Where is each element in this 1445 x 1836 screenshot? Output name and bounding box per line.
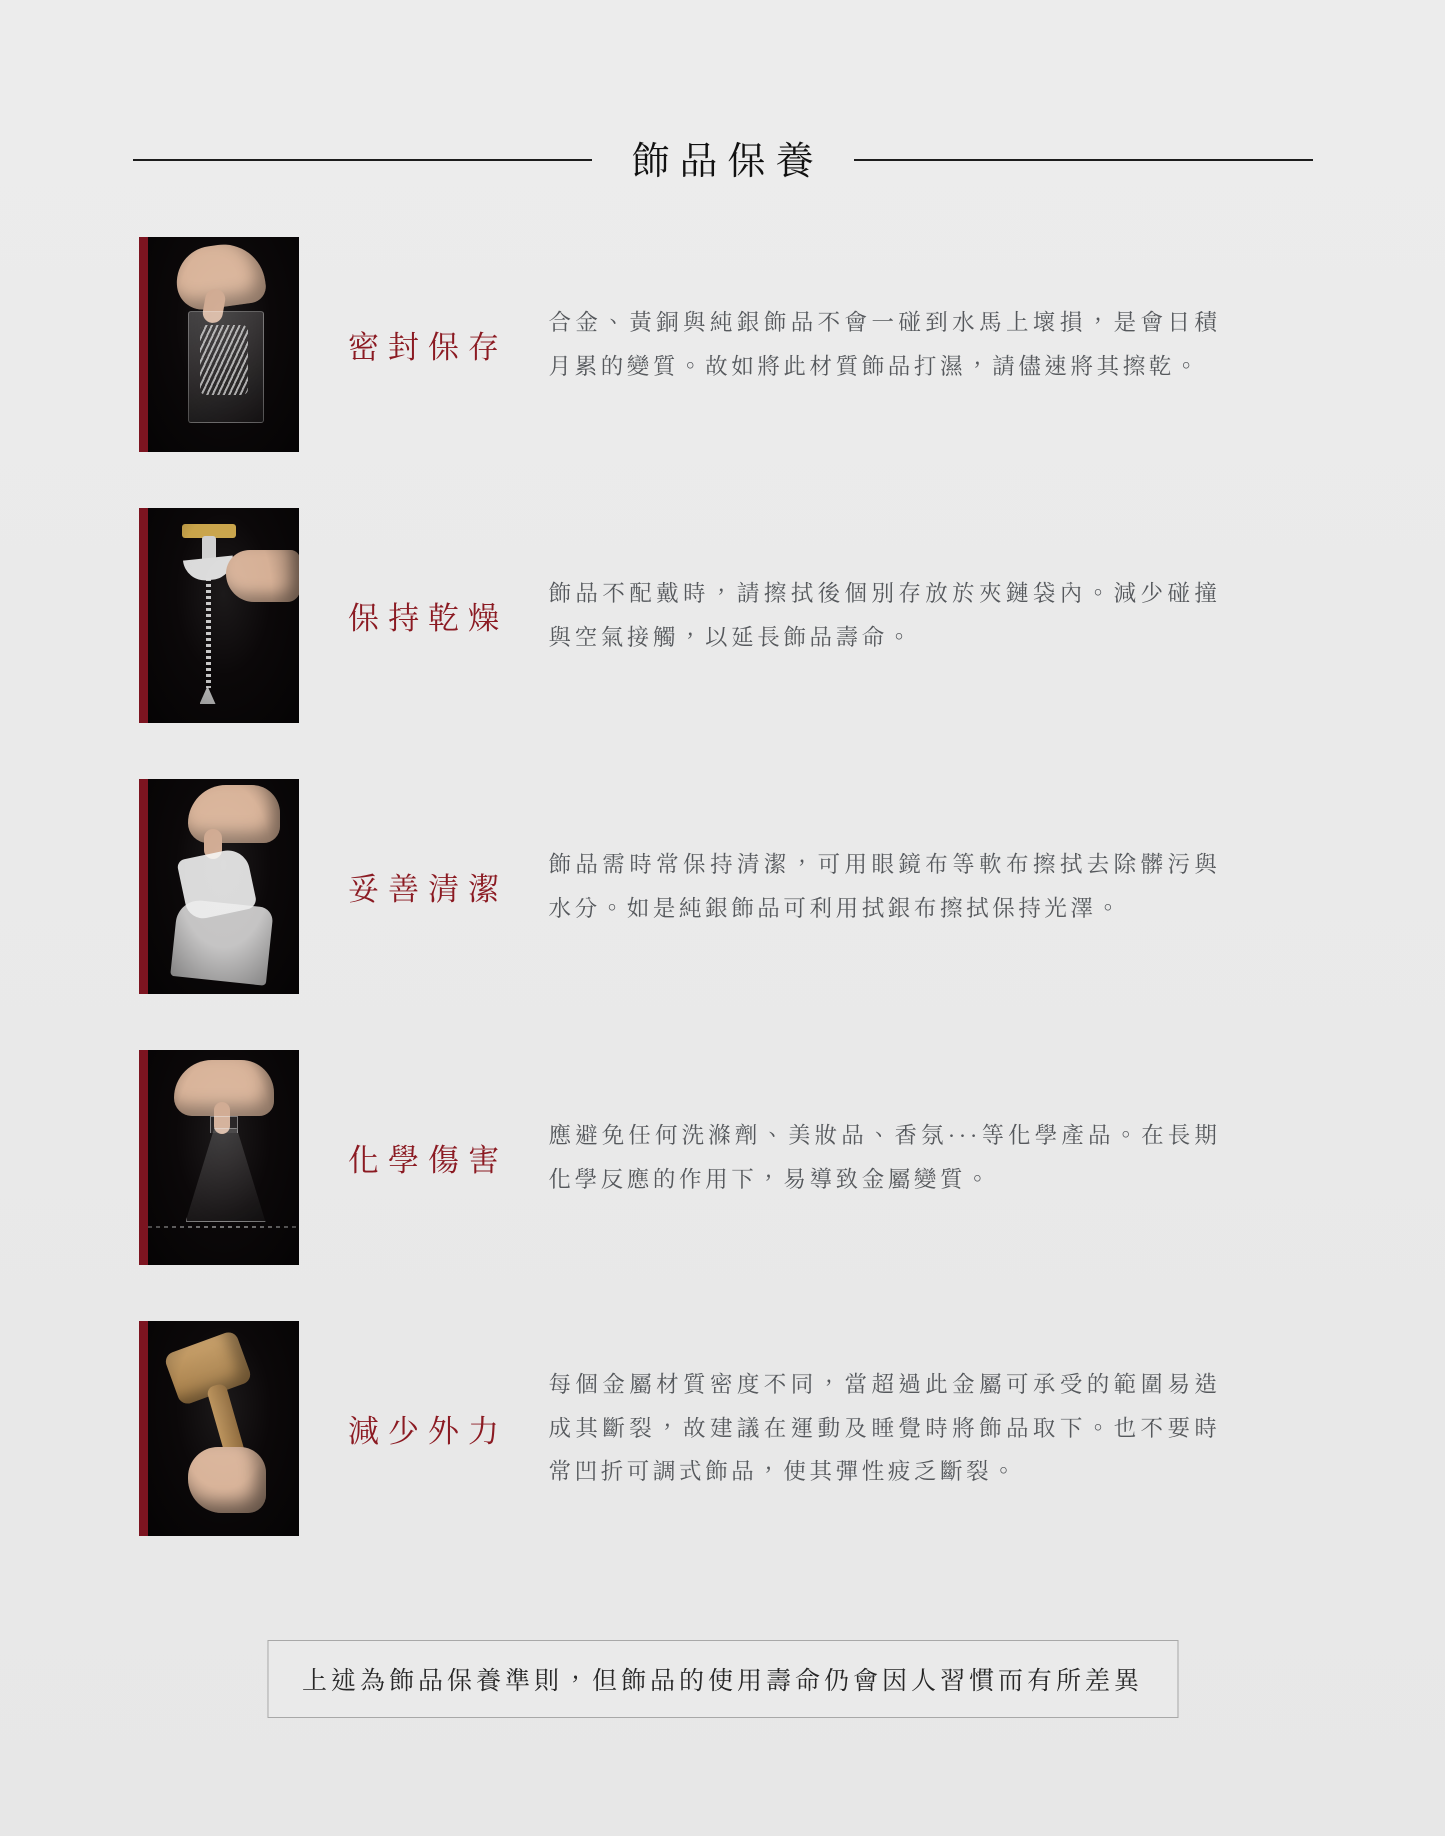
hand-holding-sealed-bag-photo: [148, 237, 299, 452]
header-rule-right: [854, 159, 1313, 161]
footer-note-text: 上述為飾品保養準則，但飾品的使用壽命仍會因人習慣而有所差異: [301, 1668, 1144, 1695]
care-item-text: 合金、黃銅與純銀飾品不會一碰到水馬上壞損，是會日積月累的變質。故如將此材質飾品打濕，請儘速將其擦乾。: [548, 309, 1221, 379]
care-item-image: [139, 508, 299, 723]
care-item-image: [139, 779, 299, 994]
care-item-text: 每個金屬材質密度不同，當超過此金屬可承受的範圍易造成其斷裂，故建議在運動及睡覺時將飾品取下。也不要時常凹折可調式飾品，使其彈性疲乏斷裂。: [548, 1371, 1221, 1485]
hand-holding-wooden-mallet-photo: [148, 1321, 299, 1536]
image-accent-bar: [139, 1321, 148, 1536]
care-item-image: [139, 1321, 299, 1536]
care-item: [133, 237, 1313, 452]
care-item-text: 飾品不配戴時，請擦拭後個別存放於夾鏈袋內。減少碰撞與空氣接觸，以延長飾品壽命。: [548, 580, 1221, 650]
care-item: [133, 1050, 1313, 1265]
care-item-text: 應避免任何洗滌劑、美妝品、香氛···等化學產品。在長期化學反應的作用下，易導致金屬變質。: [548, 1122, 1221, 1192]
care-item-title: 妥善清潔: [348, 872, 508, 907]
header-rule-left: [133, 159, 592, 161]
image-accent-bar: [139, 779, 148, 994]
hand-with-cleaning-cloth-photo: [148, 779, 299, 994]
care-item: [133, 1321, 1313, 1536]
care-item-title: 保持乾燥: [348, 601, 508, 636]
care-item-text: 飾品需時常保持清潔，可用眼鏡布等軟布擦拭去除髒污與水分。如是純銀飾品可利用拭銀布擦拭保持光澤。: [548, 851, 1221, 921]
care-item-image: [139, 237, 299, 452]
image-accent-bar: [139, 508, 148, 723]
care-item-body: [299, 1114, 1313, 1202]
image-accent-bar: [139, 237, 148, 452]
care-item-title: 密封保存: [348, 330, 508, 365]
page-title: 飾品保養: [631, 141, 824, 183]
care-item-body: [299, 572, 1313, 660]
care-item: [133, 508, 1313, 723]
hand-with-conical-flask-photo: [148, 1050, 299, 1265]
care-item-title: 化學傷害: [348, 1143, 508, 1178]
care-item: [133, 779, 1313, 994]
care-item-body: [299, 1363, 1313, 1495]
care-item-body: [299, 301, 1313, 389]
care-item-image: [139, 1050, 299, 1265]
care-item-title: 減少外力: [348, 1414, 508, 1449]
footer-note-box: [267, 1640, 1178, 1718]
care-item-list: [133, 237, 1313, 1536]
image-accent-bar: [139, 1050, 148, 1265]
care-item-body: [299, 843, 1313, 931]
faucet-with-hanging-chain-photo: [148, 508, 299, 723]
page-header: [133, 0, 1313, 185]
